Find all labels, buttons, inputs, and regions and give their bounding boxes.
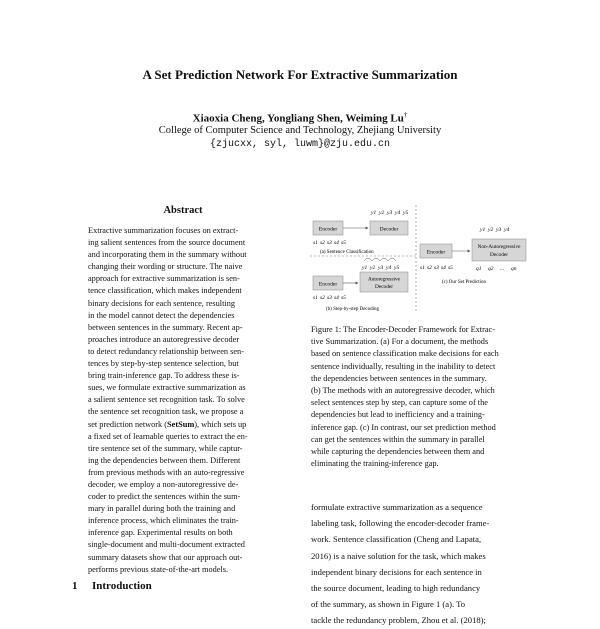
abstract-line: bring train-inference gap. To address these is-: [88, 371, 240, 381]
y2-label: y2: [379, 210, 385, 216]
encoder-label: Encoder: [426, 249, 446, 256]
q2-label: q2: [488, 266, 494, 272]
abstract-line: tire sentence set of the summary, while captur-: [88, 443, 243, 453]
s3-label: s3: [327, 240, 332, 246]
body-line: formulate extractive summarization as a sequence: [311, 502, 483, 512]
subcaption-b: (b) Step-by-step Decoding: [326, 307, 380, 312]
abstract-line: mary in parallel during both the training and: [88, 504, 236, 514]
set-y3-label: y3: [496, 227, 502, 233]
s5-label: s5: [341, 295, 346, 301]
author-list: [0, 111, 600, 125]
encoder-label: Encoder: [318, 281, 338, 288]
caption-line: while capturing the dependencies between them and: [311, 446, 485, 456]
abstract-line: sues, we formulate extractive summarization as: [88, 383, 246, 393]
caption-line: the dependencies between sentences in the summary.: [311, 373, 487, 383]
abstract-heading: Abstract: [163, 205, 203, 216]
set-y2-label: y2: [488, 227, 494, 233]
y4-label: y4: [386, 265, 392, 271]
abstract-line-with-bold: [88, 419, 278, 431]
y5-label: y5: [403, 210, 409, 216]
caption-line: can get the sentences within the summary in parallel: [311, 434, 485, 444]
caption-line: based on sentence classification make decisions for each: [311, 349, 499, 359]
caption-line: sentence individually, resulting in the inability to detect: [311, 361, 496, 371]
nar-decoder-label-1: Non-Autoregressive: [477, 244, 521, 250]
query-labels: [476, 266, 517, 272]
body-line: independent binary decisions for each sentence in: [311, 566, 482, 577]
figure-caption: [311, 324, 533, 470]
section-number: 1: [72, 580, 78, 592]
s5-label: s5: [341, 240, 346, 246]
caption-line: tive Summarization. (a) For a document, the methods: [311, 337, 489, 347]
subcaption-a: (a) Sentence Classification: [320, 250, 374, 255]
set-y4-label: y4: [504, 227, 510, 233]
s3-label: s3: [327, 295, 332, 301]
abstract-line-tail: ), which sets up: [194, 419, 247, 429]
section-heading-introduction: [72, 580, 152, 592]
abstract-line: tence classification, which makes independent: [88, 286, 242, 296]
s-labels-b: [313, 294, 346, 301]
body-line: tackle the redundancy problem, Zhou et al. (2018);: [311, 615, 486, 626]
y1-label: y1: [371, 210, 377, 216]
s4-label: s4: [334, 240, 339, 246]
y-labels-b: [361, 264, 399, 271]
encoder-label: Encoder: [318, 226, 338, 233]
caption-line: Figure 1: The Encoder-Decoder Framework for Extrac-: [311, 325, 495, 334]
caption-line: select sentences step by step, can capture some of the: [311, 398, 488, 408]
nar-decoder-label-2: Decoder: [490, 252, 508, 258]
y2-label: y2: [370, 265, 376, 271]
abstract-line: to detect redundancy relationship between sen-: [88, 346, 244, 356]
abstract-line: ing salient sentences from the source document: [88, 238, 246, 248]
figure-1: [308, 203, 536, 315]
y4-label: y4: [395, 210, 401, 216]
set-y-labels: [479, 226, 509, 233]
abstract-line: ing the dependencies between them. Different: [88, 455, 241, 465]
section-title: Introduction: [92, 580, 152, 592]
abstract-line: tences by step-by-step sentence selection, but: [88, 359, 239, 369]
y1-label: y1: [362, 265, 368, 271]
decoder-label: Decoder: [379, 226, 399, 233]
s4-label: s4: [334, 295, 339, 301]
abstract-line: performs previous state-of-the-art models.: [88, 564, 229, 574]
qn-label: qn: [511, 266, 517, 272]
caption-line: inference gap. (c) In contrast, our set prediction method: [311, 422, 496, 432]
y3-label: y3: [387, 210, 393, 216]
abstract-line: from previous methods with an auto-regressive: [88, 467, 245, 477]
abstract-line: a salient sentence set recognition task. To solve: [88, 395, 245, 405]
body-line: of the summary, as shown in Figure 1 (a). To: [311, 599, 466, 610]
abstract-line: inference gap. Experimental results on both: [88, 528, 233, 538]
set-y1-label: y1: [480, 227, 486, 233]
s2-label: s2: [320, 295, 325, 301]
ar-decoder-label-1: Autoregressive: [367, 276, 401, 283]
y5-label: y5: [394, 265, 400, 271]
abstract-line: and incorporating them in the summary without: [88, 250, 247, 260]
subcaption-c: (c) Our Set Prediction: [442, 280, 487, 285]
caption-line: dependencies but lead to inefficiency and a training-: [311, 410, 485, 420]
abstract-line: Extractive summarization focuses on extract-: [88, 226, 239, 235]
s1-label: s1: [313, 240, 318, 246]
paper-title: A Set Prediction Network For Extractive Summarization: [142, 67, 458, 82]
abstract-line: binary decisions for each sentence, resulting: [88, 298, 235, 308]
body-line: labeling task, following the encoder-decoder frame-: [311, 518, 490, 529]
abstract-line: decoder, we employ a non-autoregressive de-: [88, 479, 239, 489]
s1-label: s1: [313, 295, 318, 301]
s5-label: s5: [448, 265, 453, 271]
abstract-body: [88, 225, 278, 576]
s2-label: s2: [320, 240, 325, 246]
s4-label: s4: [441, 265, 446, 271]
feedback-arrows: [364, 258, 396, 261]
model-name: SetSum: [167, 419, 195, 429]
y-labels-a: [370, 209, 408, 216]
abstract-line: summary datasets show that our approach out-: [88, 552, 243, 562]
abstract-line: a fixed set of learnable queries to extract the en-: [88, 431, 248, 441]
body-line: the source document, leading to high redundancy: [311, 582, 481, 593]
abstract-line: single-document and multi-document extracted: [88, 540, 245, 550]
s2-label: s2: [427, 265, 432, 271]
ar-decoder-label-2: Decoder: [375, 284, 393, 290]
abstract-line: the sentence set recognition task, we propose a: [88, 407, 244, 417]
abstract-line-head: set prediction network (: [88, 419, 168, 429]
abstract-line: inference process, which eliminates the train-: [88, 516, 239, 526]
caption-line: eliminating the training-inference gap.: [311, 459, 439, 469]
body-line: 2016) is a naive solution for the task, which makes: [311, 550, 486, 561]
affiliation: College of Computer Science and Technology, Zhejiang University: [158, 125, 442, 136]
s1-label: s1: [420, 265, 425, 271]
s3-label: s3: [434, 265, 439, 271]
author-footnote-mark: †: [403, 111, 408, 119]
abstract-line: changing their wording or structure. The naive: [88, 262, 243, 272]
email-line: {zjucxx, syl, luwm}@zju.edu.cn: [209, 139, 391, 150]
abstract-line: approach for extractive summarization is sen-: [88, 274, 240, 284]
s-labels-c: [420, 264, 453, 271]
s-labels-a: [313, 239, 346, 246]
abstract-line: in the model cannot detect the dependencies: [88, 310, 235, 320]
abstract-line: between sentences in the summary. Recent ap-: [88, 322, 243, 332]
body-line: work. Sentence classification (Cheng and Lapata,: [311, 534, 482, 545]
abstract-line: coder to predict the sentences within the sum-: [88, 492, 241, 502]
body-text: [311, 499, 533, 629]
q-ellipsis: ...: [500, 266, 505, 272]
q1-label: q1: [476, 266, 482, 272]
abstract-line: proaches introduce an autoregressive decoder: [88, 334, 240, 344]
y3-label: y3: [378, 265, 384, 271]
caption-line: (b) The methods with an autoregressive decoder, which: [311, 385, 495, 395]
author-names: Xiaoxia Cheng, Yongliang Shen, Weiming Lu: [192, 112, 404, 125]
